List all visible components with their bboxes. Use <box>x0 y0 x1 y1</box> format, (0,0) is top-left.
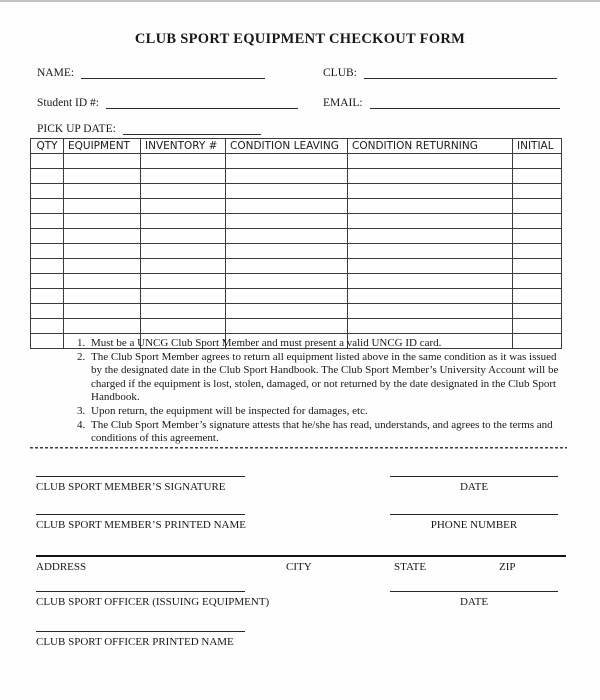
pickup-date-field <box>37 118 261 135</box>
table-cell[interactable] <box>513 319 562 334</box>
table-cell[interactable] <box>31 229 64 244</box>
pickup-date-input-line[interactable] <box>123 122 261 135</box>
table-cell[interactable] <box>348 244 513 259</box>
term-item: 3. Upon return, the equipment will be inspected for damages, etc. <box>88 405 567 419</box>
table-cell[interactable] <box>64 289 141 304</box>
table-cell[interactable] <box>513 154 562 169</box>
table-cell[interactable] <box>513 244 562 259</box>
table-cell[interactable] <box>31 154 64 169</box>
table-cell[interactable] <box>64 259 141 274</box>
table-cell[interactable] <box>348 289 513 304</box>
table-cell[interactable] <box>64 169 141 184</box>
column-header-equipment: EQUIPMENT <box>64 139 141 154</box>
email-input-line[interactable] <box>370 96 560 109</box>
column-header-inventory: INVENTORY # <box>141 139 226 154</box>
address-block <box>36 555 566 575</box>
officer-signature-line[interactable] <box>36 591 245 592</box>
table-row <box>31 304 562 319</box>
table-cell[interactable] <box>226 199 348 214</box>
email-label: EMAIL: <box>323 97 363 109</box>
table-cell[interactable] <box>31 289 64 304</box>
form-title: CLUB SPORT EQUIPMENT CHECKOUT FORM <box>134 31 466 47</box>
table-header <box>31 139 562 154</box>
table-cell[interactable] <box>31 259 64 274</box>
officer-printed-name-line[interactable] <box>36 631 245 632</box>
table-row <box>31 169 562 184</box>
table-row <box>31 199 562 214</box>
student-id-field <box>37 92 298 109</box>
table-row <box>31 244 562 259</box>
scan-edge-artifact <box>0 0 600 2</box>
phone-number-label: PHONE NUMBER <box>430 519 518 531</box>
member-date-line[interactable] <box>390 476 558 477</box>
table-cell[interactable] <box>31 304 64 319</box>
column-header-qty: QTY <box>31 139 64 154</box>
name-input-line[interactable] <box>81 66 265 79</box>
table-cell[interactable] <box>513 184 562 199</box>
zip-label: ZIP <box>499 561 516 573</box>
table-cell[interactable] <box>141 199 226 214</box>
member-signature-line[interactable] <box>36 476 245 477</box>
officer-signature-block <box>36 591 270 608</box>
city-label: CITY <box>286 561 312 573</box>
table-cell[interactable] <box>348 184 513 199</box>
table-cell[interactable] <box>141 289 226 304</box>
table-cell[interactable] <box>513 259 562 274</box>
officer-signature-label: CLUB SPORT OFFICER (ISSUING EQUIPMENT) <box>36 596 270 608</box>
table-cell[interactable] <box>64 184 141 199</box>
state-label: STATE <box>394 561 427 573</box>
term-item: 1. Must be a UNCG Club Sport Member and must present a valid UNCG ID card. <box>88 337 567 351</box>
member-printed-name-block <box>36 514 245 531</box>
member-signature-label: CLUB SPORT MEMBER’S SIGNATURE <box>36 481 226 493</box>
table-cell[interactable] <box>64 214 141 229</box>
table-cell[interactable] <box>64 154 141 169</box>
table-cell[interactable] <box>348 169 513 184</box>
table-cell[interactable] <box>64 319 141 334</box>
member-signature-block <box>36 476 245 493</box>
table-cell[interactable] <box>64 244 141 259</box>
officer-date-block <box>390 591 558 608</box>
column-header-condition-leaving: CONDITION LEAVING <box>226 139 348 154</box>
table-cell[interactable] <box>513 199 562 214</box>
table-cell[interactable] <box>513 304 562 319</box>
table-cell[interactable] <box>141 244 226 259</box>
officer-date-label: DATE <box>459 596 489 608</box>
table-body <box>31 154 562 349</box>
name-field <box>37 62 265 79</box>
table-cell[interactable] <box>226 169 348 184</box>
student-id-input-line[interactable] <box>106 96 298 109</box>
address-line[interactable] <box>36 555 566 557</box>
officer-printed-name-block <box>36 631 245 648</box>
table-cell[interactable] <box>226 259 348 274</box>
table-row <box>31 184 562 199</box>
table-cell[interactable] <box>226 214 348 229</box>
column-header-condition-returning: CONDITION RETURNING <box>348 139 513 154</box>
table-cell[interactable] <box>141 184 226 199</box>
phone-number-line[interactable] <box>390 514 558 515</box>
dashed-separator <box>30 447 567 449</box>
table-cell[interactable] <box>348 154 513 169</box>
table-row <box>31 214 562 229</box>
table-cell[interactable] <box>226 274 348 289</box>
table-cell[interactable] <box>31 319 64 334</box>
table-row <box>31 259 562 274</box>
table-cell[interactable] <box>31 184 64 199</box>
table-cell[interactable] <box>141 214 226 229</box>
club-field <box>323 62 557 79</box>
table-cell[interactable] <box>141 259 226 274</box>
table-row <box>31 319 562 334</box>
table-cell[interactable] <box>31 199 64 214</box>
table-cell[interactable] <box>64 199 141 214</box>
student-id-label: Student ID #: <box>37 97 99 109</box>
term-item: 2. The Club Sport Member agrees to return all equipment listed above in the same condition as it was issued by the designated date in the Club Sport Handbook. The Club Sport Member’s University Account will be charged if the equipment is lost, stolen, damaged, or not returned by the date designated in the Club Sport Handbook. <box>88 351 567 405</box>
table-cell[interactable] <box>31 274 64 289</box>
table-cell[interactable] <box>513 214 562 229</box>
address-label: ADDRESS <box>36 561 87 573</box>
member-printed-name-line[interactable] <box>36 514 245 515</box>
phone-number-block <box>390 514 558 531</box>
table-cell[interactable] <box>348 229 513 244</box>
member-date-label: DATE <box>459 481 489 493</box>
email-field <box>323 92 560 109</box>
table-cell[interactable] <box>141 319 226 334</box>
table-cell[interactable] <box>226 154 348 169</box>
table-cell[interactable] <box>141 154 226 169</box>
table-cell[interactable] <box>348 214 513 229</box>
pickup-date-label: PICK UP DATE: <box>37 123 116 135</box>
table-cell[interactable] <box>64 304 141 319</box>
club-input-line[interactable] <box>364 66 557 79</box>
table-cell[interactable] <box>348 274 513 289</box>
table-cell[interactable] <box>513 229 562 244</box>
table-row <box>31 154 562 169</box>
name-label: NAME: <box>37 67 75 79</box>
table-cell[interactable] <box>348 259 513 274</box>
equipment-table <box>30 138 562 349</box>
club-label: CLUB: <box>323 67 357 79</box>
table-cell[interactable] <box>64 274 141 289</box>
member-printed-name-label: CLUB SPORT MEMBER’S PRINTED NAME <box>36 519 246 531</box>
table-cell[interactable] <box>141 304 226 319</box>
table-cell[interactable] <box>64 229 141 244</box>
table-cell[interactable] <box>513 274 562 289</box>
table-cell[interactable] <box>513 289 562 304</box>
terms-section <box>58 337 567 446</box>
table-cell[interactable] <box>141 229 226 244</box>
table-cell[interactable] <box>226 184 348 199</box>
table-cell[interactable] <box>226 289 348 304</box>
table-cell[interactable] <box>348 199 513 214</box>
officer-date-line[interactable] <box>390 591 558 592</box>
table-cell[interactable] <box>226 304 348 319</box>
table-cell[interactable] <box>226 244 348 259</box>
table-cell[interactable] <box>226 319 348 334</box>
table-row <box>31 274 562 289</box>
table-cell[interactable] <box>31 169 64 184</box>
table-row <box>31 289 562 304</box>
officer-printed-name-label: CLUB SPORT OFFICER PRINTED NAME <box>36 636 234 648</box>
table-row <box>31 229 562 244</box>
term-item: 4. The Club Sport Member’s signature attests that he/she has read, understands, and agrees to the terms and conditions of this agreement. <box>88 419 567 446</box>
table-cell[interactable] <box>141 274 226 289</box>
table-cell[interactable] <box>513 169 562 184</box>
column-header-initial: INITIAL <box>513 139 562 154</box>
table-cell[interactable] <box>348 319 513 334</box>
table-cell[interactable] <box>141 169 226 184</box>
terms-list <box>58 337 567 446</box>
table-cell[interactable] <box>31 214 64 229</box>
table-cell[interactable] <box>226 229 348 244</box>
member-date-block <box>390 476 558 493</box>
table-cell[interactable] <box>348 304 513 319</box>
table-cell[interactable] <box>31 244 64 259</box>
